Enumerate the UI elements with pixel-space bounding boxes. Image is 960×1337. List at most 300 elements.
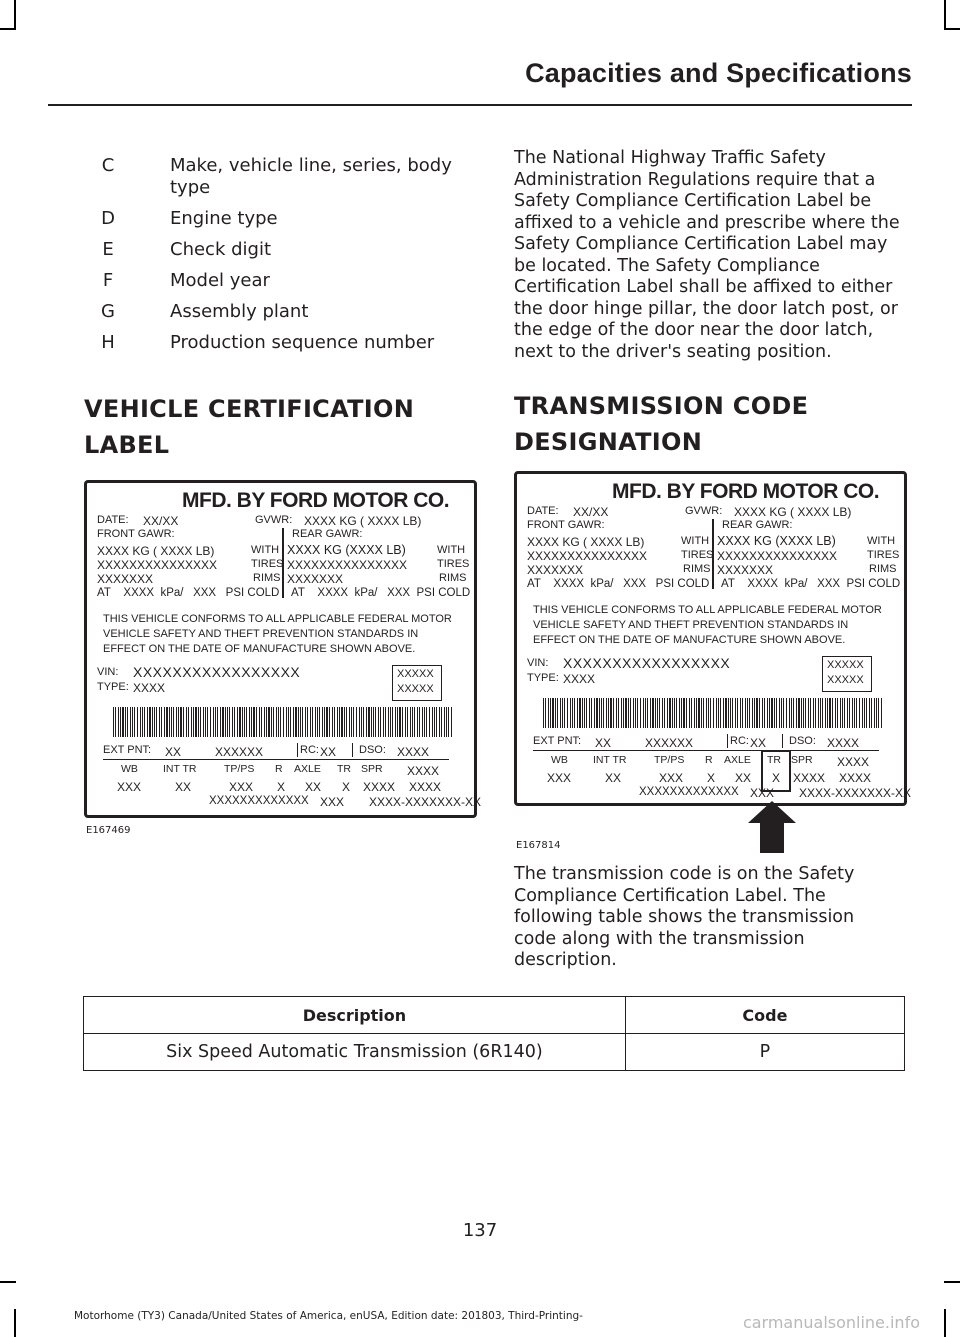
barcode-bar [881, 698, 882, 728]
crop-mark [0, 1281, 16, 1283]
label-text: XXXXXXX [97, 572, 154, 586]
barcode-bar [326, 707, 328, 737]
label-text: SPR [791, 754, 813, 766]
barcode-bar [302, 707, 303, 737]
barcode-bar [125, 707, 126, 737]
barcode-bar [779, 698, 780, 728]
barcode-bar [718, 698, 719, 728]
barcode-bar [674, 698, 675, 728]
barcode-bar [630, 698, 631, 728]
barcode-bar [652, 698, 654, 728]
label-text: X [342, 780, 351, 794]
barcode-bar [273, 707, 274, 737]
barcode-bar [319, 707, 320, 737]
barcode-bar [625, 698, 627, 728]
barcode-bar [798, 698, 800, 728]
barcode-bar [283, 707, 285, 737]
barcode-bar [871, 698, 873, 728]
barcode-bar [441, 707, 443, 737]
barcode-bar [154, 707, 155, 737]
barcode-bar [244, 707, 245, 737]
label-text: TIRES [867, 549, 900, 561]
list-item-desc: Engine type [170, 208, 278, 229]
page-title: Capacities and Specifications [525, 58, 912, 88]
barcode-bar [166, 707, 168, 737]
barcode-bar [205, 707, 206, 737]
label-text: RC: [730, 735, 749, 747]
list-item-letter: E [102, 239, 114, 260]
barcode-bar [390, 707, 391, 737]
barcode-bar [341, 707, 343, 737]
barcode-bar [171, 707, 172, 737]
barcode-bar [161, 707, 162, 737]
barcode-bar [689, 698, 690, 728]
barcode-bar [657, 698, 658, 728]
barcode-bar [728, 698, 729, 728]
barcode-bar [397, 707, 398, 737]
vin-legend-list [84, 155, 464, 363]
barcode-bar [288, 707, 289, 737]
barcode-bar [874, 698, 875, 728]
label-text: R [275, 763, 283, 775]
barcode-bar [803, 698, 804, 728]
label-text: XXXX [827, 736, 860, 750]
barcode-bar [186, 707, 187, 737]
label-divider [533, 750, 879, 751]
barcode-bar [664, 698, 665, 728]
list-item [84, 239, 464, 261]
label-text: XXXX KG ( XXXX LB) [97, 544, 215, 558]
figure-id: E167814 [516, 840, 561, 851]
barcode-bar [548, 698, 549, 728]
barcode-bar [698, 698, 700, 728]
label-text: XX [175, 780, 192, 794]
barcode-bar [723, 698, 724, 728]
label-text: XX [305, 780, 322, 794]
label-text: EFFECT ON THE DATE OF MANUFACTURE SHOWN ABOVE. [103, 643, 416, 655]
label-text: WB [551, 754, 568, 766]
barcode-bar [359, 707, 360, 737]
barcode-bar [844, 698, 846, 728]
list-item-letter: F [102, 270, 114, 291]
barcode-bar [820, 698, 821, 728]
barcode-bar [251, 707, 252, 737]
label-text: AT XXXX kPa/ XXX PSI COLD [291, 587, 471, 599]
label-text: TR [337, 763, 351, 775]
barcode-bar [271, 707, 272, 737]
label-text: SPR [361, 763, 383, 775]
crop-mark [944, 28, 960, 30]
barcode-bar [564, 698, 565, 728]
barcode-bar [399, 707, 401, 737]
barcode-bar [436, 707, 437, 737]
barcode-bar [242, 707, 243, 737]
barcode-bar [448, 707, 449, 737]
barcode-bar [560, 698, 561, 728]
barcode-bar [334, 707, 335, 737]
label-text: TYPE: [97, 681, 129, 693]
barcode-bar [346, 707, 347, 737]
table-row [84, 1034, 905, 1071]
label-text: TIRES [681, 549, 714, 561]
barcode-bar [869, 698, 870, 728]
barcode-bar [207, 707, 208, 737]
barcode-bar [594, 698, 595, 728]
barcode-bar [122, 707, 124, 737]
barcode-bar [676, 698, 677, 728]
barcode-bar [662, 698, 663, 728]
barcode-bar [701, 698, 702, 728]
barcode-bar [426, 707, 427, 737]
label-text: XXXX [409, 780, 442, 794]
barcode-bar [650, 698, 651, 728]
label-text: XXXXXXXXXXXXX [209, 795, 309, 807]
label-text: RIMS [683, 563, 711, 575]
header-divider [48, 104, 912, 106]
barcode-bar [606, 698, 607, 728]
list-item-desc: Make, vehicle line, series, body type [170, 155, 452, 198]
label-text: XXXX [837, 755, 870, 769]
barcode-bar [789, 698, 790, 728]
heading-line: TRANSMISSION CODE [514, 392, 809, 420]
barcode-bar [363, 707, 364, 737]
barcode-bar [246, 707, 247, 737]
barcode-bar [555, 698, 556, 728]
barcode-bar [813, 698, 814, 728]
barcode-bar [147, 707, 148, 737]
barcode-bar [395, 707, 396, 737]
barcode-bar [132, 707, 133, 737]
barcode-bar [290, 707, 291, 737]
barcode-bar [791, 698, 792, 728]
barcode-bar [407, 707, 408, 737]
barcode-bar [837, 698, 838, 728]
barcode-bar [310, 707, 311, 737]
barcode-bar [134, 707, 135, 737]
barcode-bar [835, 698, 836, 728]
barcode-bar [694, 698, 695, 728]
barcode-bar [115, 707, 116, 737]
list-item-desc: Production sequence number [170, 332, 435, 353]
barcode-bar [392, 707, 393, 737]
label-text: XXXXXXX [717, 563, 774, 577]
label-text: RIMS [439, 572, 467, 584]
certification-label-image [514, 471, 912, 806]
barcode-bar [227, 707, 228, 737]
label-text: XXX [547, 771, 572, 785]
table-cell-code: P [625, 1034, 904, 1071]
barcode-bar [572, 698, 573, 728]
barcode-bar [130, 707, 131, 737]
barcode-bar [410, 707, 411, 737]
barcode-bar [237, 707, 238, 737]
barcode-bar [645, 698, 646, 728]
barcode-bar [405, 707, 406, 737]
label-text: GVWR: [685, 505, 723, 517]
barcode-bar [574, 698, 575, 728]
label-text: XX [165, 745, 182, 759]
barcode-bar [322, 707, 323, 737]
barcode-bar [754, 698, 755, 728]
barcode-bar [679, 698, 680, 728]
barcode-bar [829, 698, 831, 728]
barcode-bar [195, 707, 197, 737]
arrow-up-icon [748, 801, 796, 853]
barcode-bar [613, 698, 614, 728]
barcode-bar [703, 698, 704, 728]
barcode [543, 698, 883, 728]
crop-mark [944, 1309, 946, 1337]
label-text: XXXXXXXXXXXXXXX [287, 558, 408, 572]
barcode-bar [796, 698, 797, 728]
label-text: XXXXX [827, 674, 864, 686]
label-text: XXXX [407, 764, 440, 778]
barcode-bar [222, 707, 224, 737]
label-text: AT XXXX kPa/ XXX PSI COLD [721, 578, 901, 590]
table-header-code: Code [625, 997, 904, 1034]
barcode-bar [339, 707, 340, 737]
barcode-bar [742, 698, 744, 728]
label-text: EFFECT ON THE DATE OF MANUFACTURE SHOWN ABOVE. [533, 634, 846, 646]
barcode-bar [307, 707, 308, 737]
label-text: AXLE [724, 754, 751, 766]
barcode-bar [385, 707, 387, 737]
table-header-description: Description [84, 997, 626, 1034]
barcode-bar [286, 707, 287, 737]
list-item-letter: H [101, 332, 115, 353]
barcode-bar [725, 698, 727, 728]
barcode-bar [832, 698, 833, 728]
barcode-bar [628, 698, 629, 728]
barcode-bar [444, 707, 445, 737]
barcode-bar [749, 698, 750, 728]
label-text: XXXXXXXXXXXXXXX [717, 549, 838, 563]
barcode-bar [747, 698, 748, 728]
heading-line: LABEL [84, 431, 170, 459]
label-divider [103, 759, 449, 760]
barcode-bar [706, 698, 707, 728]
barcode-bar [740, 698, 741, 728]
barcode-bar [324, 707, 325, 737]
list-item-desc: Model year [170, 270, 270, 291]
barcode-bar [847, 698, 848, 728]
barcode-bar [361, 707, 362, 737]
barcode-bar [156, 707, 157, 737]
label-text: TP/PS [654, 754, 685, 766]
barcode-bar [762, 698, 763, 728]
barcode-bar [215, 707, 216, 737]
barcode-bar [183, 707, 184, 737]
barcode-bar [353, 707, 354, 737]
barcode-bar [366, 707, 367, 737]
list-item-letter: D [101, 208, 115, 229]
barcode-bar [618, 698, 619, 728]
label-text: DATE: [527, 505, 559, 517]
barcode-bar [351, 707, 352, 737]
label-text: XXXXXXXXXXXXXXXXX [563, 655, 731, 671]
barcode-bar [562, 698, 563, 728]
barcode-bar [771, 698, 773, 728]
label-text: DSO: [359, 744, 386, 756]
barcode-bar [383, 707, 384, 737]
barcode-bar [669, 698, 671, 728]
barcode-bar [256, 707, 257, 737]
list-item-desc: Assembly plant [170, 301, 309, 322]
barcode-bar [756, 698, 758, 728]
barcode-bar [368, 707, 370, 737]
barcode-bar [686, 698, 687, 728]
barcode-bar [140, 707, 141, 737]
label-text: VIN: [97, 666, 119, 678]
barcode-bar [708, 698, 709, 728]
barcode-bar [149, 707, 151, 737]
barcode-bar [312, 707, 314, 737]
list-item [84, 301, 464, 323]
barcode-bar [144, 707, 145, 737]
label-text: INT TR [163, 763, 197, 775]
barcode-bar [616, 698, 617, 728]
barcode-bar [610, 698, 612, 728]
label-text: XXXX-XXXXXXX-XX [369, 795, 482, 809]
barcode-bar [801, 698, 802, 728]
barcode-bar [808, 698, 809, 728]
barcode-bar [332, 707, 333, 737]
barcode-bar [852, 698, 853, 728]
barcode-bar [582, 698, 583, 728]
barcode-bar [849, 698, 850, 728]
barcode-bar [818, 698, 819, 728]
barcode-bar [577, 698, 578, 728]
label-text: THIS VEHICLE CONFORMS TO ALL APPLICABLE FEDERAL MOTOR [103, 613, 452, 625]
tr-highlight-box [761, 750, 791, 792]
figure-id: E167469 [86, 825, 131, 836]
heading-line: VEHICLE CERTIFICATION [84, 395, 415, 423]
label-text: XXXXXXXXXXXXX [639, 786, 739, 798]
list-item-letter: G [101, 301, 115, 322]
label-divider [727, 734, 728, 748]
barcode-bar [173, 707, 174, 737]
barcode-bar [434, 707, 435, 737]
barcode-bar [586, 698, 587, 728]
barcode-bar [667, 698, 668, 728]
barcode-bar [601, 698, 602, 728]
barcode-bar [164, 707, 165, 737]
label-text: AT XXXX kPa/ XXX PSI COLD [527, 578, 710, 590]
barcode-bar [589, 698, 590, 728]
barcode-bar [579, 698, 581, 728]
barcode-bar [317, 707, 318, 737]
label-text: XXX [117, 780, 142, 794]
barcode-bar [356, 707, 358, 737]
barcode-bar [378, 707, 379, 737]
label-text: GVWR: [255, 514, 293, 526]
barcode-bar [120, 707, 121, 737]
barcode-bar [633, 698, 634, 728]
barcode-bar [647, 698, 648, 728]
barcode-bar [388, 707, 389, 737]
barcode-bar [713, 698, 715, 728]
label-text: XXXX [563, 672, 596, 686]
barcode-bar [349, 707, 350, 737]
barcode-bar [720, 698, 721, 728]
barcode-bar [608, 698, 609, 728]
label-text: XXX [750, 786, 775, 800]
heading-line: DESIGNATION [514, 428, 703, 456]
barcode-bar [854, 698, 855, 728]
label-text: THIS VEHICLE CONFORMS TO ALL APPLICABLE FEDERAL MOTOR [533, 604, 882, 616]
label-text: R [705, 754, 713, 766]
barcode-bar [298, 707, 299, 737]
barcode-bar [732, 698, 733, 728]
label-text: TIRES [251, 558, 284, 570]
label-text: DATE: [97, 514, 129, 526]
barcode-bar [584, 698, 585, 728]
label-text: XX [735, 771, 752, 785]
barcode-bar [213, 707, 214, 737]
barcode-bar [737, 698, 738, 728]
barcode-bar [681, 698, 682, 728]
barcode-bar [655, 698, 656, 728]
barcode-bar [371, 707, 372, 737]
barcode-bar [864, 698, 865, 728]
barcode-bar [278, 707, 279, 737]
barcode-bar [716, 698, 717, 728]
crop-mark [0, 28, 16, 30]
barcode-bar [696, 698, 697, 728]
barcode-bar [591, 698, 592, 728]
barcode-bar [550, 698, 551, 728]
barcode-bar [239, 707, 241, 737]
label-text: WITH [251, 544, 280, 556]
barcode-bar [220, 707, 221, 737]
barcode-bar [735, 698, 736, 728]
barcode-bar [599, 698, 600, 728]
barcode-bar [337, 707, 338, 737]
barcode-bar [193, 707, 194, 737]
barcode-bar [169, 707, 170, 737]
barcode-bar [225, 707, 226, 737]
label-text: TIRES [437, 558, 470, 570]
label-divider [782, 734, 783, 748]
barcode-bar [825, 698, 826, 728]
barcode-bar [300, 707, 301, 737]
list-item [84, 332, 464, 354]
barcode-bar [545, 698, 546, 728]
barcode-bar [659, 698, 660, 728]
barcode-bar [672, 698, 673, 728]
label-text: XXXXXXXXXXXXXXX [97, 558, 218, 572]
label-text: XX [605, 771, 622, 785]
crop-mark [944, 1281, 960, 1283]
label-text: XXXXX [397, 668, 434, 680]
barcode-bar [840, 698, 841, 728]
label-text: XXXXX [827, 659, 864, 671]
barcode-bar [810, 698, 811, 728]
label-title: MFD. BY FORD MOTOR CO. [182, 489, 450, 512]
page-number: 137 [462, 1220, 498, 1241]
label-text: RC: [300, 744, 319, 756]
label-text: RIMS [869, 563, 897, 575]
barcode-bar [776, 698, 777, 728]
barcode-bar [767, 698, 768, 728]
barcode-bar [152, 707, 153, 737]
barcode-bar [876, 698, 877, 728]
label-text: XXXX KG ( XXXX LB) [304, 514, 422, 528]
barcode-bar [375, 707, 376, 737]
label-text: XXXX [397, 745, 430, 759]
barcode-bar [424, 707, 425, 737]
label-text: EXT PNT: [103, 744, 152, 756]
